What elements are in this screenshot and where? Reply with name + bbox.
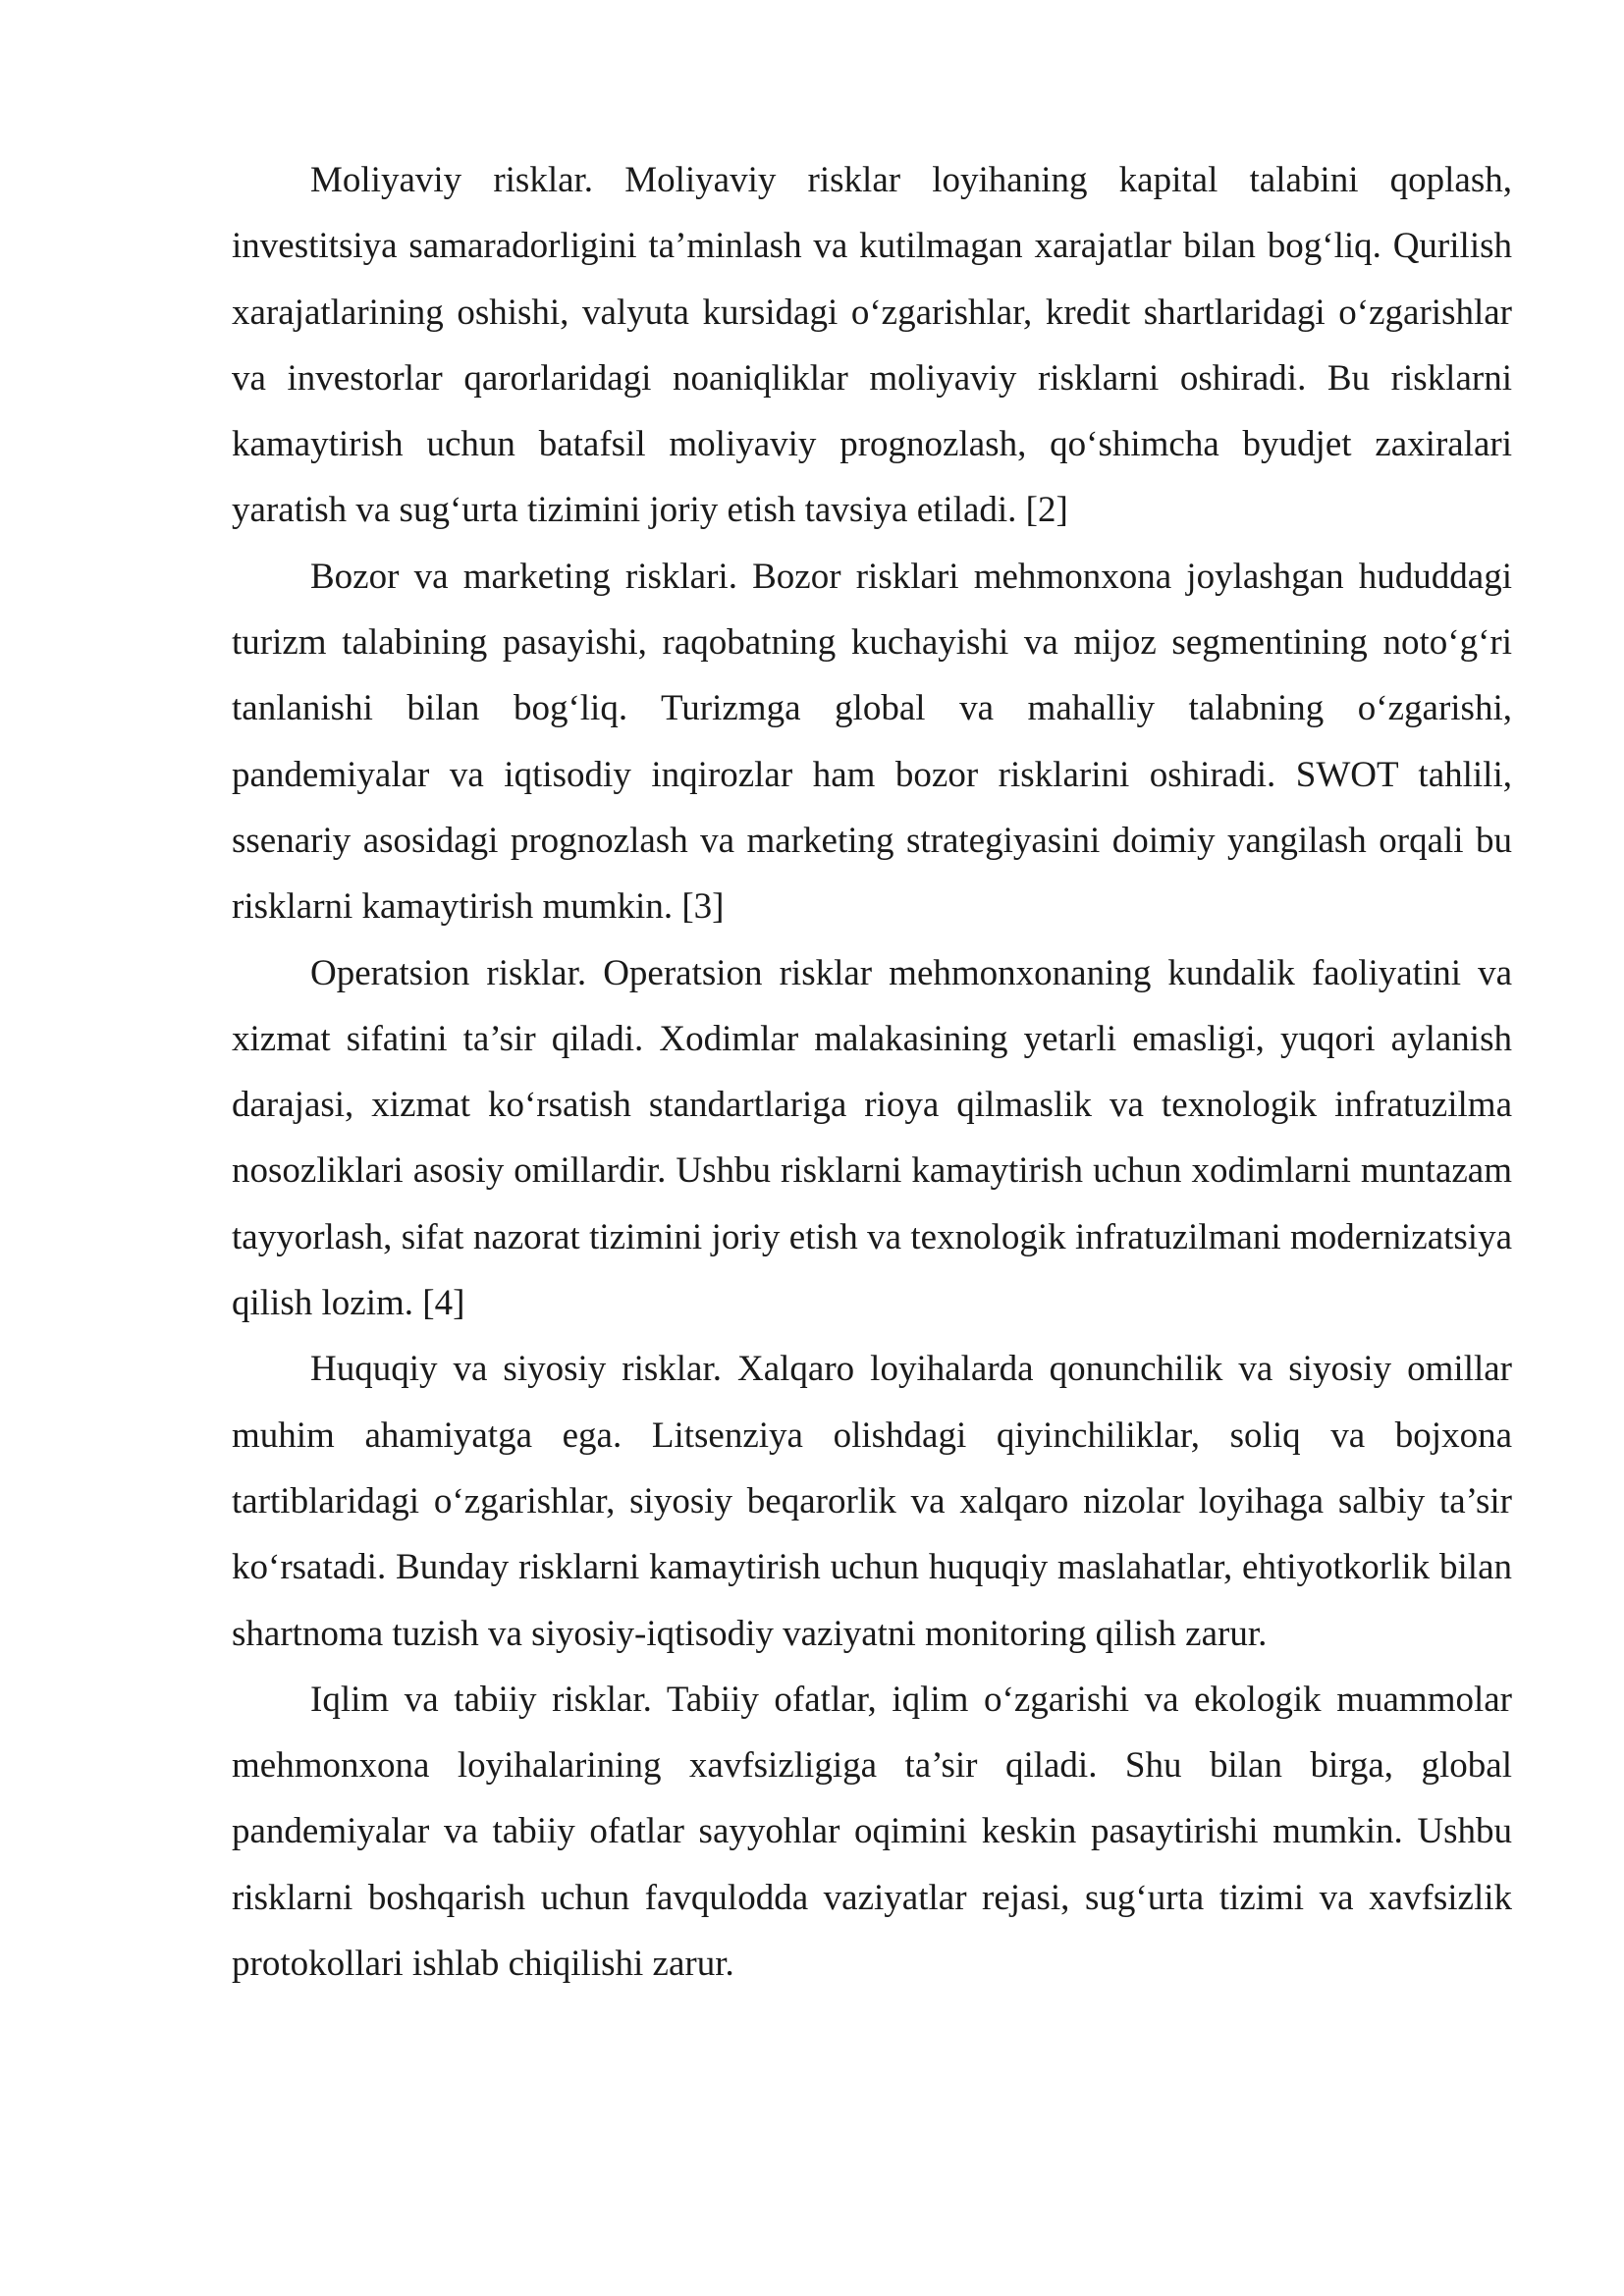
paragraph-market-risks: Bozor va marketing risklari. Bozor risklari mehmonxona joylashgan hududdagi turizm talabining pasayishi, raqobatning kuchayishi va mijoz segmentining noto‘g‘ri tanlanishi bilan bog‘liq. Turizmga global va mahalliy talabning o‘zgarishi, pandemiyalar va iqtisodiy inqirozlar ham bozor risklarini oshiradi. SWOT tahlili, ssenariy asosidagi prognozlash va marketing strategiyasini doimiy yangilash orqali bu risklarni kamaytirish mumkin. [3] <box>232 556 1512 928</box>
paragraph-climate-natural-risks: Iqlim va tabiiy risklar. Tabiiy ofatlar, iqlim o‘zgarishi va ekologik muammolar mehmonxona loyihalarining xavfsizligiga ta’sir qiladi. Shu bilan birga, global pandemiyalar va tabiiy ofatlar sayyohlar oqimini keskin pasaytirishi mumkin. Ushbu risklarni boshqarish uchun favqulodda vaziyatlar rejasi, sug‘urta tizimi va xavfsizlik protokollari ishlab chiqilishi zarur. <box>232 1679 1512 1985</box>
body-text <box>232 147 1512 1997</box>
paragraph-legal-political-risks: Huquqiy va siyosiy risklar. Xalqaro loyihalarda qonunchilik va siyosiy omillar muhim ahamiyatga ega. Litsenziya olishdagi qiyinchiliklar, soliq va bojxona tartiblaridagi o‘zgarishlar, siyosiy beqarorlik va xalqaro nizolar loyihaga salbiy ta’sir ko‘rsatadi. Bunday risklarni kamaytirish uchun huquqiy maslahatlar, ehtiyotkorlik bilan shartnoma tuzish va siyosiy-iqtisodiy vaziyatni monitoring qilish zarur. <box>232 1349 1512 1654</box>
paragraph-operational-risks: Operatsion risklar. Operatsion risklar mehmonxonaning kundalik faoliyatini va xizmat sifatini ta’sir qiladi. Xodimlar malakasining yetarli emasligi, yuqori aylanish darajasi, xizmat ko‘rsatish standartlariga rioya qilmaslik va texnologik infratuzilma nosozliklari asosiy omillardir. Ushbu risklarni kamaytirish uchun xodimlarni muntazam tayyorlash, sifat nazorat tizimini joriy etish va texnologik infratuzilmani modernizatsiya qilish lozim. [4] <box>232 952 1512 1324</box>
paragraph-financial-risks: Moliyaviy risklar. Moliyaviy risklar loyihaning kapital talabini qoplash, investitsiya samaradorligini ta’minlash va kutilmagan xarajatlar bilan bog‘liq. Qurilish xarajatlarining oshishi, valyuta kursidagi o‘zgarishlar, kredit shartlaridagi o‘zgarishlar va investorlar qarorlaridagi noaniqliklar moliyaviy risklarni oshiradi. Bu risklarni kamaytirish uchun batafsil moliyaviy prognozlash, qo‘shimcha byudjet zaxiralari yaratish va sug‘urta tizimini joriy etish tavsiya etiladi. [2] <box>232 160 1512 531</box>
